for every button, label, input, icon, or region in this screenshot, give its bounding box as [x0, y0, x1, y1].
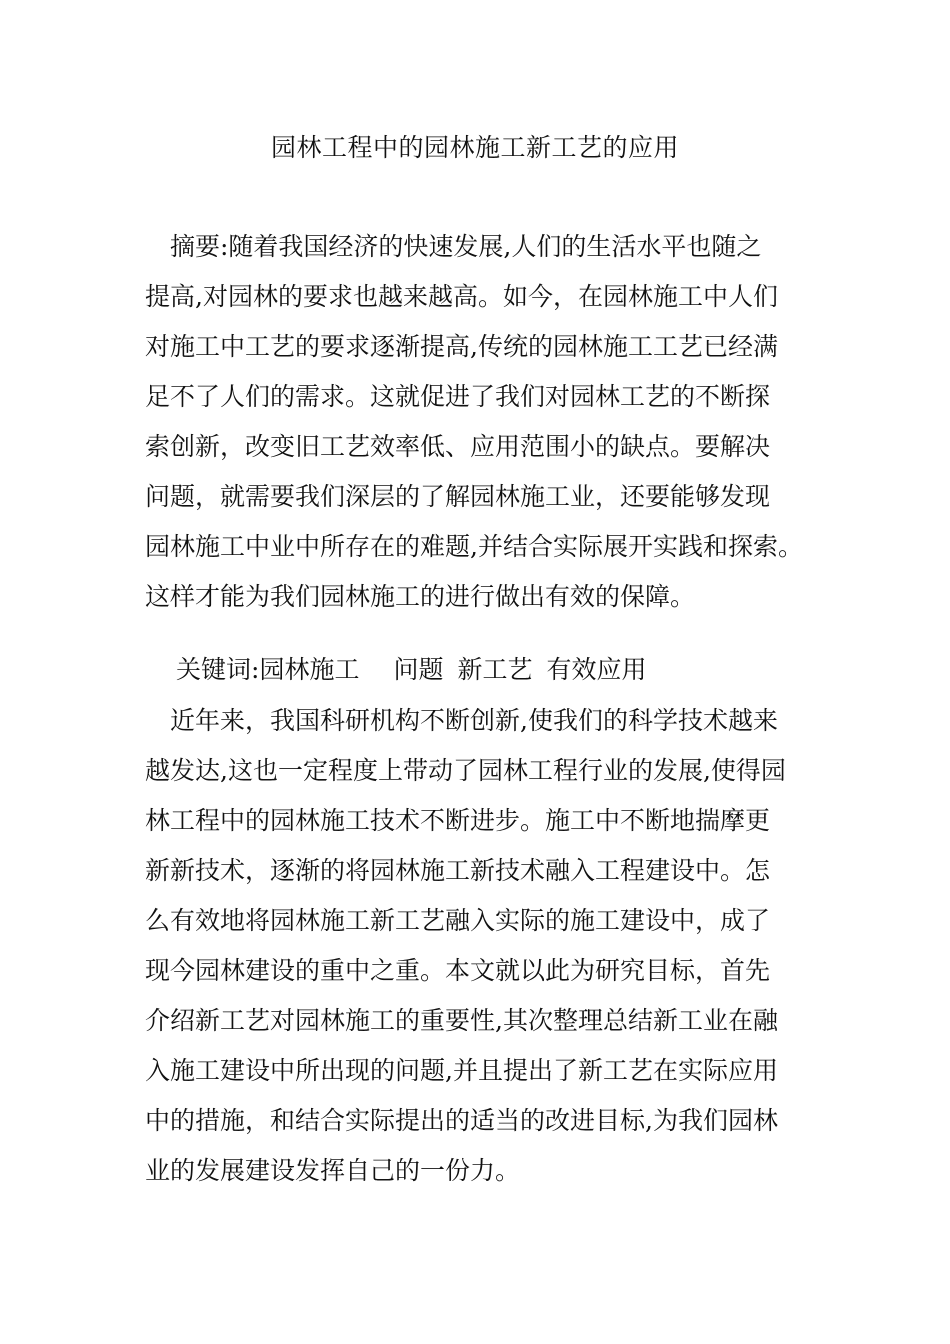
body-line: 么有效地将园林施工新工艺融入实际的施工建设中，成了 [145, 906, 771, 935]
page-title: 园林工程中的园林施工新工艺的应用 [270, 133, 679, 162]
body-line: 新新技术，逐渐的将园林施工新技术融入工程建设中。怎 [145, 856, 771, 885]
abstract-line: 这样才能为我们园林施工的进行做出有效的保障。 [145, 582, 696, 611]
abstract-line: 摘要:随着我国经济的快速发展,人们的生活水平也随之 [145, 232, 762, 261]
abstract-line: 提高,对园林的要求也越来越高。如今，在园林施工中人们 [145, 282, 778, 311]
keyword: 问题 [393, 655, 444, 684]
keywords-line [176, 648, 647, 692]
body-line: 林工程中的园林施工技术不断进步。施工中不断地揣摩更 [145, 806, 771, 835]
body-line: 现今园林建设的重中之重。本文就以此为研究目标，首先 [145, 956, 771, 985]
body-line: 越发达,这也一定程度上带动了园林工程行业的发展,使得园 [145, 756, 786, 785]
abstract-paragraph [145, 222, 805, 622]
body-line: 业的发展建设发挥自己的一份力。 [145, 1156, 521, 1185]
body-paragraph [145, 696, 805, 1196]
keywords-label: 关键词: [176, 655, 260, 684]
abstract-line: 足不了人们的需求。这就促进了我们对园林工艺的不断探 [145, 382, 771, 411]
keyword: 园林施工 [259, 655, 360, 684]
keyword: 新工艺 [457, 655, 533, 684]
body-line: 介绍新工艺对园林施工的重要性,其次整理总结新工业在融 [145, 1006, 778, 1035]
abstract-line: 园林施工中业中所存在的难题,并结合实际展开实践和探索。 [145, 532, 803, 561]
body-line: 入施工建设中所出现的问题,并且提出了新工艺在实际应用 [145, 1056, 778, 1085]
body-line: 近年来，我国科研机构不断创新,使我们的科学技术越来 [145, 706, 778, 735]
body-line: 中的措施，和结合实际提出的适当的改进目标,为我们园林 [145, 1106, 778, 1135]
abstract-line: 索创新，改变旧工艺效率低、应用范围小的缺点。要解决 [145, 432, 771, 461]
keyword: 有效应用 [546, 655, 647, 684]
abstract-line: 对施工中工艺的要求逐渐提高,传统的园林施工工艺已经满 [145, 332, 778, 361]
abstract-line: 问题，就需要我们深层的了解园林施工业，还要能够发现 [145, 482, 771, 511]
